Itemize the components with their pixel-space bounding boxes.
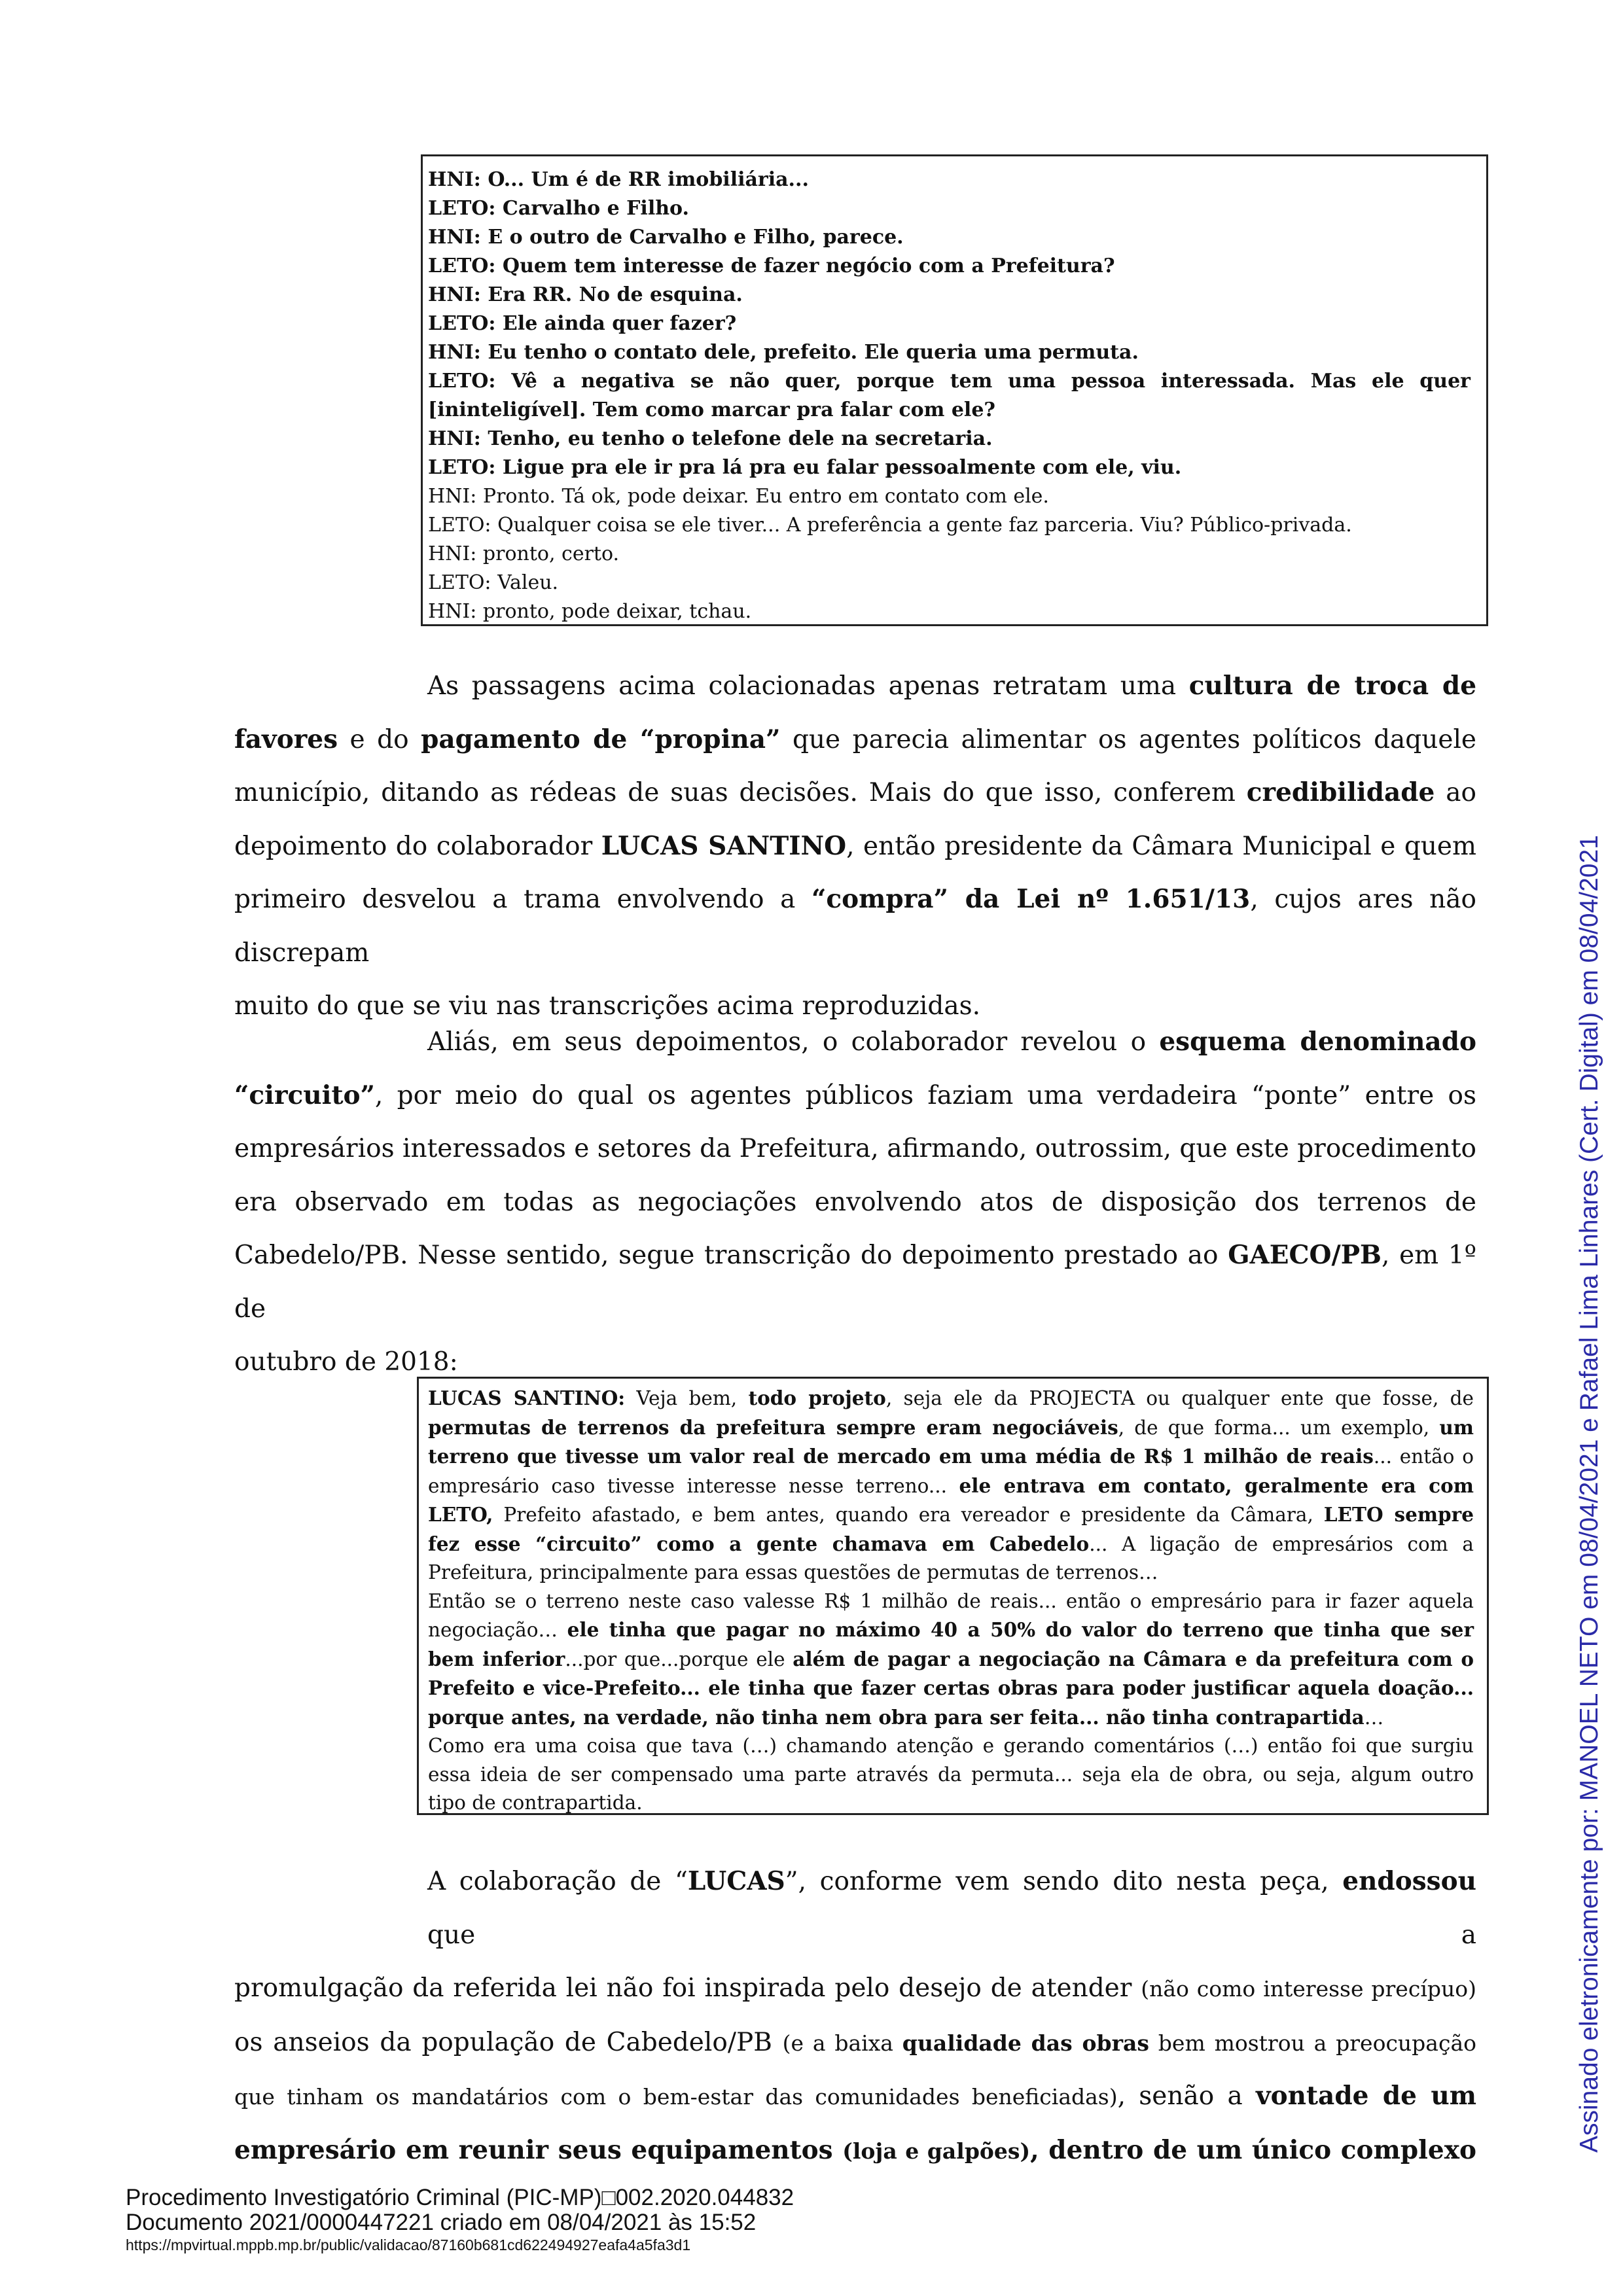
text-run: , seja ele da PROJECTA ou qualquer ente que fosse, de <box>885 1387 1474 1409</box>
text-run: cultura de troca de <box>1188 671 1477 701</box>
footer-document-line: Documento 2021/0000447221 criado em 08/04/2021 às 15:52 <box>126 2210 757 2235</box>
text-run: Aliás, em seus depoimentos, o colaborador revelou o <box>427 1027 1160 1057</box>
text-run: , senão a <box>1117 2081 1256 2111</box>
text-run: , então presidente da Câmara Municipal e quem <box>846 831 1476 861</box>
text-run: ... então o <box>1373 1445 1474 1468</box>
footer-validation-link[interactable]: https://mpvirtual.mppb.mp.br/public/validacao/87160b681cd622494927eafa4a5fa3d1 <box>126 2236 691 2253</box>
text-run: um <box>1439 1415 1474 1439</box>
text-run: LUCAS <box>687 1866 785 1896</box>
transcript-line: HNI: Pronto. Tá ok, pode deixar. Eu entro em contato com ele. <box>428 485 1049 508</box>
text-run: promulgação da referida lei não foi inspirada pelo desejo de atender <box>234 1973 1141 2003</box>
text-run: era observado em todas as negociações envolvendo atos de disposição dos terrenos de <box>234 1187 1476 1217</box>
transcript-line: HNI: pronto, certo. <box>428 542 620 565</box>
text-run: (e a baixa <box>782 2030 902 2056</box>
text-run: empresário em reunir seus equipamentos <box>234 2134 843 2165</box>
paragraph-3 <box>234 1855 1476 2178</box>
text-run: pagamento de “propina” <box>421 724 781 754</box>
text-run: Veja bem, <box>625 1387 749 1409</box>
text-run: fez esse “circuito” como a gente chamava em Cabedelo <box>428 1532 1090 1555</box>
text-run: Então se o terreno neste caso valesse R$ 1 milhão de reais... então o empresário para ir fazer aquela <box>428 1589 1474 1612</box>
text-run: empresários interessados e setores da Prefeitura, afirmando, outrossim, que este procedimento <box>234 1134 1476 1163</box>
text-run: Como era uma coisa que tava (…) chamando atenção e gerando comentários (…) então foi que surgiu <box>428 1735 1474 1757</box>
transcript-line: HNI: E o outro de Carvalho e Filho, parece. <box>428 226 904 249</box>
text-run: LETO sempre <box>1323 1503 1474 1526</box>
text-run: que a <box>427 1920 1476 1950</box>
footer-procedure-line: Procedimento Investigatório Criminal (PIC-MP)□002.2020.044832 <box>126 2185 794 2210</box>
transcript-line: LETO: Quem tem interesse de fazer negócio com a Prefeitura? <box>428 255 1115 277</box>
text-run: vontade de um <box>1256 2081 1476 2111</box>
text-run: ele entrava em contato, geralmente era com <box>959 1474 1474 1497</box>
text-run: A colaboração de “ <box>427 1867 688 1896</box>
text-run: “circuito” <box>234 1080 375 1110</box>
text-run: Cabedelo/PB. Nesse sentido, segue transcrição do depoimento prestado ao <box>234 1241 1228 1270</box>
transcript-box <box>421 154 1488 626</box>
text-run: tipo de contrapartida. <box>428 1792 643 1814</box>
transcript-line: LETO: Valeu. <box>428 571 559 594</box>
text-run: As passagens acima colacionadas apenas retratam uma <box>427 671 1189 701</box>
text-run: , em 1º de <box>234 1241 1476 1324</box>
text-run: porque antes, na verdade, não tinha nem obra para ser feita... não tinha contrapartida <box>428 1705 1364 1729</box>
transcript-line: HNI: Eu tenho o contato dele, prefeito. Ele queria uma permuta. <box>428 341 1139 364</box>
transcript-line: HNI: Tenho, eu tenho o telefone dele na secretaria. <box>428 427 993 450</box>
text-run: município, ditando as rédeas de suas decisões. Mais do que isso, conferem <box>234 778 1247 807</box>
text-run: ...por que...porque ele <box>565 1648 793 1670</box>
text-run: todo projeto <box>748 1386 886 1409</box>
text-run: permutas de terrenos da prefeitura sempre eram negociáveis <box>428 1415 1118 1439</box>
text-run: , cujos ares não discrepam <box>234 885 1477 968</box>
text-run: ele tinha que pagar no máximo 40 a 50% do valor do terreno que tinha que ser <box>567 1618 1474 1641</box>
text-run: e do <box>338 724 421 754</box>
text-run: terreno que tivesse um valor real de mercado em uma média de R$ 1 milhão de reais <box>428 1445 1374 1468</box>
text-run: credibilidade <box>1246 777 1435 807</box>
text-run: , dentro de um único complexo <box>1030 2134 1476 2165</box>
text-run: Prefeito afastado, e bem antes, quando era vereador e presidente da Câmara, <box>493 1504 1324 1526</box>
text-run: , de que forma... um exemplo, <box>1118 1416 1440 1439</box>
transcript-line: [ininteligível]. Tem como marcar pra falar com ele? <box>428 398 995 421</box>
text-run: ao <box>1435 778 1476 807</box>
speaker-label: LUCAS SANTINO: <box>428 1386 626 1409</box>
text-run: LETO, <box>428 1503 493 1526</box>
transcript-line: LETO: Qualquer coisa se ele tiver... A preferência a gente faz parceria. Viu? Público-privada. <box>428 514 1352 537</box>
text-run: … <box>1364 1706 1384 1729</box>
transcript-line: HNI: Era RR. No de esquina. <box>428 283 743 306</box>
text-run: esquema denominado <box>1159 1027 1476 1057</box>
text-run: ... A ligação de empresários com a <box>1089 1532 1474 1555</box>
text-run: que parecia alimentar os agentes políticos daquele <box>780 724 1477 754</box>
text-run: depoimento do colaborador <box>234 831 601 861</box>
transcript-line: LETO: Carvalho e Filho. <box>428 197 689 220</box>
text-run: Prefeito e vice-Prefeito... ele tinha que fazer certas obras para poder justificar aquela doação... <box>428 1676 1474 1699</box>
text-run: bem inferior <box>428 1647 565 1670</box>
text-run: , por meio do qual os agentes públicos faziam uma verdadeira “ponte” entre os <box>374 1080 1476 1110</box>
text-run: “compra” da Lei nº 1.651/13 <box>811 884 1251 914</box>
transcript-line: LETO: Ligue pra ele ir pra lá pra eu falar pessoalmente com ele, viu. <box>428 456 1182 479</box>
text-run: GAECO/PB <box>1228 1240 1382 1270</box>
text-run: negociação… <box>428 1619 567 1641</box>
text-run: qualidade das obras <box>902 2030 1149 2056</box>
text-run: (não como interesse precípuo) <box>1141 1976 1476 2002</box>
text-run: bem mostrou a preocupação <box>1149 2030 1477 2056</box>
text-run: muito do que se viu nas transcrições acima reproduzidas. <box>234 991 981 1021</box>
paragraph-1 <box>234 660 1476 1033</box>
text-run: outubro de 2018: <box>234 1347 458 1377</box>
text-run: essa ideia de ser compensado uma parte através da permuta... seja ela de obra, ou seja, algum outro <box>428 1763 1474 1786</box>
text-run: LUCAS SANTINO <box>601 830 847 861</box>
text-run: empresário caso tivesse interesse nesse terreno... <box>428 1474 959 1497</box>
transcript-line: LETO: Ele ainda quer fazer? <box>428 312 737 335</box>
text-run: endossou <box>1342 1866 1476 1896</box>
text-run: que tinham os mandatários com o bem-estar das comunidades beneficiadas) <box>234 2084 1118 2110</box>
document-footer <box>126 2185 1107 2255</box>
paragraph-2 <box>234 1016 1476 1389</box>
text-run: (loja e galpões) <box>842 2138 1031 2164</box>
transcript-line: LETO: Vê a negativa se não quer, porque tem uma pessoa interessada. Mas ele quer <box>428 370 1471 393</box>
transcript-line: HNI: O... Um é de RR imobiliária... <box>428 168 809 191</box>
text-run: Prefeitura, principalmente para essas questões de permutas de terrenos… <box>428 1561 1158 1583</box>
text-run: além de pagar a negociação na Câmara e da prefeitura com o <box>793 1647 1474 1670</box>
text-run: os anseios da população de Cabedelo/PB <box>234 2027 783 2057</box>
text-run: favores <box>234 724 338 754</box>
testimony-box <box>417 1377 1489 1815</box>
text-run: ”, conforme vem sendo dito nesta peça, <box>785 1867 1343 1896</box>
text-run: primeiro desvelou a trama envolvendo a <box>234 885 812 914</box>
transcript-line: HNI: pronto, pode deixar, tchau. <box>428 600 752 623</box>
electronic-signature-stamp: Assinado eletronicamente por: MANOEL NETO em 08/04/2021 e Rafael Lima Linhares (Cert. Digital) em 08/04/2021 <box>1575 835 1603 2153</box>
